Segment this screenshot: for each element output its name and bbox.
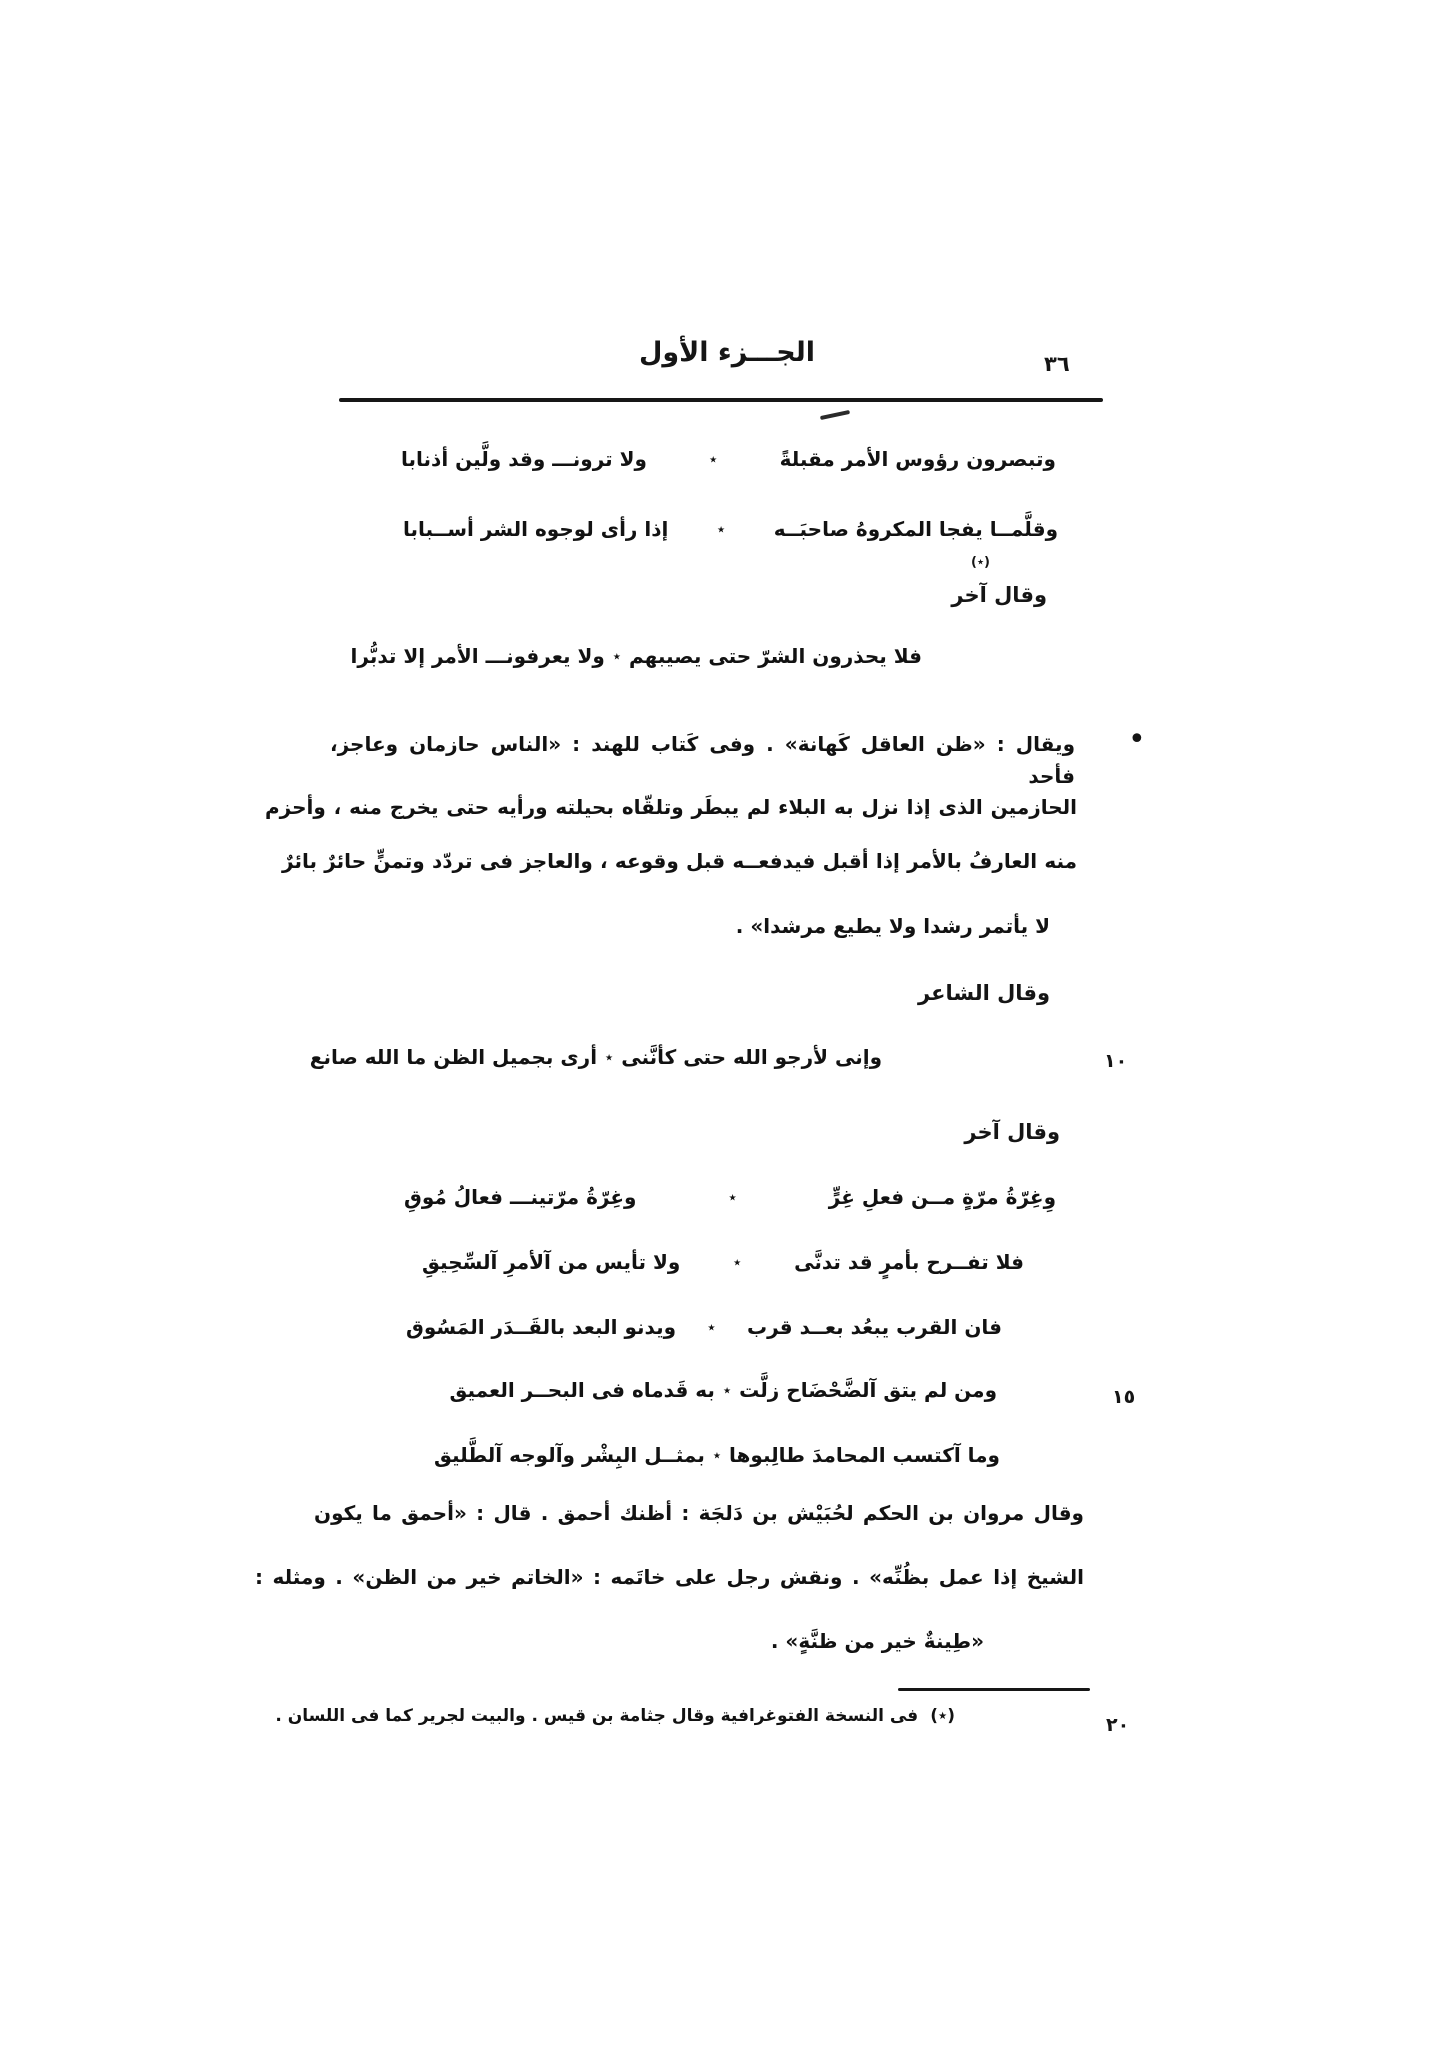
verse-separator-star-icon: ٭ <box>722 1380 732 1399</box>
hemistich-left: إذا رأى لوجوه الشر أســبابا <box>403 517 669 541</box>
footnote-reference-marker: (٭) <box>971 555 990 570</box>
verse-line-2 <box>403 514 1058 545</box>
hemistich-right: وقلَّمــا يفجا المكروهُ صاحبَــه <box>773 517 1058 541</box>
margin-line-5-dot: • <box>1128 722 1146 757</box>
verse-separator-star-icon: ٭ <box>605 1047 614 1066</box>
footnote-rule <box>898 1688 1090 1691</box>
verse-separator-star-icon: ٭ <box>716 519 726 538</box>
verse-line-3 <box>350 641 922 672</box>
verse-separator-star-icon: ٭ <box>612 646 621 665</box>
header-rule <box>339 398 1103 402</box>
poem-line-5 <box>433 1440 1000 1471</box>
prose-line: وقال مروان بن الحكم لحُبَيْش بن دَلجَة : أظنك أحمق . قال : «أحمق ما يكون <box>314 1501 1084 1525</box>
margin-line-number-10: ١٠ <box>1104 1050 1128 1072</box>
verse-line-1 <box>401 444 1056 475</box>
heading-said-another-2: وقال آخر <box>964 1120 1060 1144</box>
prose-line-end: لا يأتمر رشدا ولا يطيع مرشدا» . <box>735 914 1050 938</box>
hemistich-left: ولا يعرفونـــ الأمر إلا تدبُّرا <box>350 644 605 668</box>
verse-separator-star-icon: ٭ <box>707 1317 716 1336</box>
hemistich-right: وتبصرون رؤوس الأمر مقبلةً <box>779 447 1056 471</box>
footnote <box>275 1706 955 1726</box>
verse-separator-star-icon: ٭ <box>733 1252 742 1271</box>
poem-line-3 <box>406 1312 1002 1343</box>
prose-line: ويقال : «ظن العاقل كَهانة» . وفى كَتاب للهند : «الناس حازمان وعاجز، فأحد <box>330 732 1075 788</box>
verse-line-4 <box>309 1042 882 1073</box>
verse-separator-star-icon: ٭ <box>728 1187 737 1206</box>
hemistich-right: وِغِرّةُ مرّةٍ مــن فعلِ غِرٍّ <box>828 1185 1056 1209</box>
scan-speck <box>820 410 850 420</box>
heading-said-the-poet: وقال الشاعر <box>918 981 1050 1005</box>
hemistich-right: فلا تفــرح بأمرٍ قد تدنَّى <box>794 1250 1024 1274</box>
prose-line: الشيخ إذا عمل بظُنِّه» . ونقش رجل على خاتَمه : «الخاتم خير من الظن» . ومثله : <box>255 1565 1084 1589</box>
page-number: ٣٦ <box>1044 352 1070 376</box>
hemistich-right: وإنى لأرجو الله حتى كأنَّنى <box>621 1045 882 1069</box>
poem-line-1 <box>404 1182 1056 1213</box>
prose-line-end: «طِينةٌ خير من ظنَّةٍ» . <box>770 1629 984 1653</box>
footnote-text: فى النسخة الفتوغرافية وقال جثامة بن قيس . والبيت لجرير كما فى اللسان . <box>275 1706 919 1726</box>
margin-line-number-20: ٢٠ <box>1106 1714 1130 1736</box>
poem-line-4 <box>449 1375 997 1406</box>
hemistich-left: أرى بجميل الظن ما الله صانع <box>309 1045 598 1069</box>
hemistich-left: ولا تأيس من آلأمرِ آلسِّحِيقِ <box>422 1250 681 1274</box>
hemistich-left: بمثــل البِشْر وآلوجه آلطَّليق <box>433 1443 705 1467</box>
verse-separator-star-icon: ٭ <box>709 449 718 468</box>
hemistich-right: فان القرب يبعُد بعــد قرب <box>747 1315 1002 1339</box>
section-title: الجـــزء الأول <box>638 337 816 368</box>
hemistich-right: فلا يحذرون الشرّ حتى يصيبهم <box>628 644 922 668</box>
prose-line: منه العارفُ بالأمر إذا أقبل فيدفعــه قبل وقوعه ، والعاجز فى تردّد وتمنٍّ حائرٌ بائرٌ <box>282 849 1077 873</box>
margin-line-number-15: ١٥ <box>1112 1386 1136 1408</box>
hemistich-left: ويدنو البعد بالقَــدَر المَسُوق <box>406 1315 677 1339</box>
footnote-marker: (٭) <box>930 1706 955 1726</box>
poem-line-2 <box>422 1247 1024 1278</box>
verse-separator-star-icon: ٭ <box>712 1445 722 1464</box>
hemistich-left: وغِرّةُ مرّتينـــ فعالُ مُوقِ <box>404 1185 637 1209</box>
heading-said-another-1: وقال آخر <box>951 583 1047 607</box>
hemistich-right: وما آكتسب المحامدَ طالِبوها <box>729 1443 1000 1467</box>
hemistich-left: به قَدماه فى البحــر العميق <box>449 1378 715 1402</box>
prose-line: الحازمين الذى إذا نزل به البلاء لم يبطَر وتلقّاه بحيلته ورأيه حتى يخرج منه ، وأحزم <box>265 795 1077 819</box>
hemistich-right: ومن لم يتق آلضَّحْضَاح زلَّت <box>739 1378 997 1402</box>
hemistich-left: ولا ترونـــ وقد ولَّين أذنابا <box>401 447 647 471</box>
